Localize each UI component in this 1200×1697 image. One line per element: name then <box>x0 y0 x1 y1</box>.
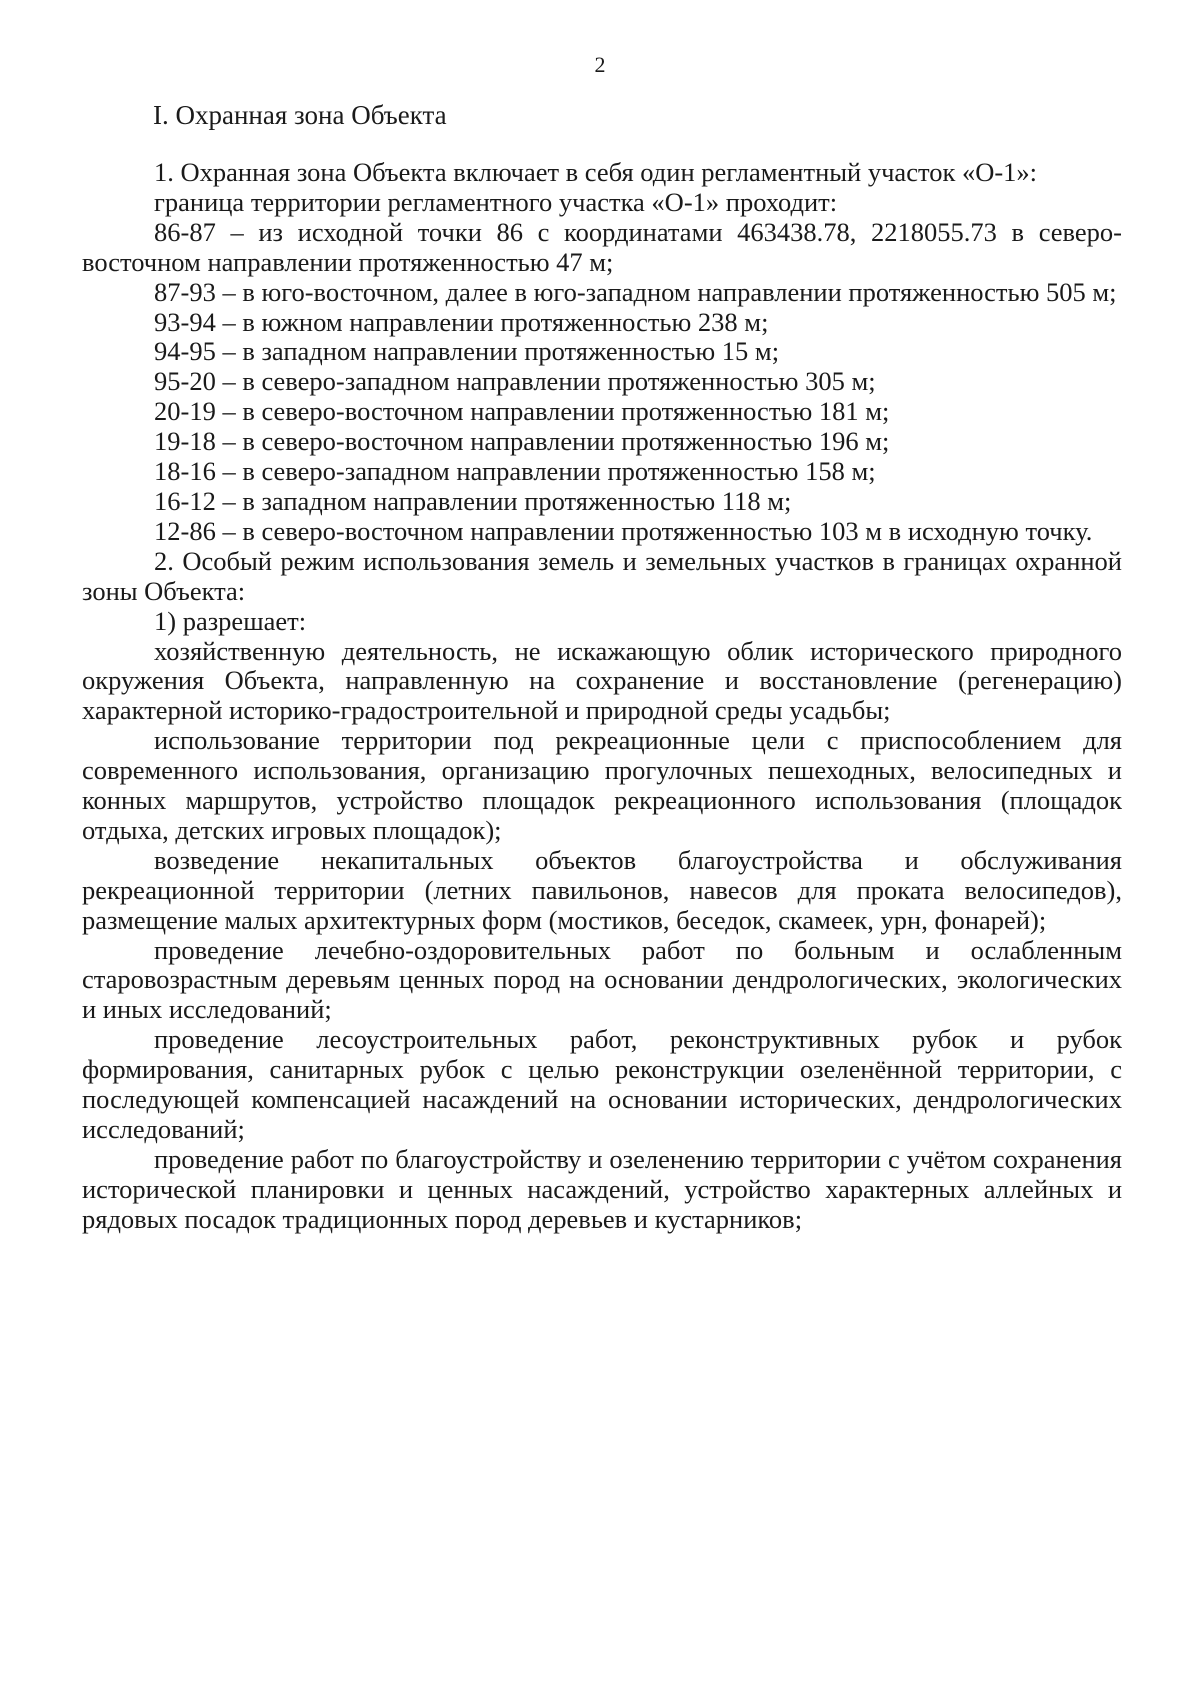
paragraph-segment-87-93: 87-93 – в юго-восточном, далее в юго-западном направлении протяженностью 505 м; <box>154 276 1117 307</box>
page-number: 2 <box>594 52 606 77</box>
paragraph-zone-intro: 1. Охранная зона Объекта включает в себя один регламентный участок «О-1»: <box>154 157 1038 187</box>
paragraph-segment-16-12: 16-12 – в западном направлении протяженностью 118 м; <box>154 485 792 516</box>
paragraph-permit-recreation: использование территории под рекреационные цели с приспособлением для современного использования, организацию прогулочных пешеходных, велосипедных и конных маршрутов, устройство площадок рекреационного использования (площадок отдыха, детских игровых площадок); <box>82 725 1122 845</box>
paragraph-permit-tree-treatment: проведение лечебно-оздоровительных работ по больным и ослабленным старовозрастным деревьям ценных пород на основании дендрологических, экологических и иных исследований; <box>82 934 1122 1025</box>
paragraph-permit-economic-activity: хозяйственную деятельность, не искажающую облик исторического природного окружения Объекта, направленную на сохранение и восстановление (регенерацию) характерной историко-градостроительной и природной среды усадьбы; <box>82 635 1122 726</box>
paragraph-segment-86-87: 86-87 – из исходной точки 86 с координатами 463438.78, 2218055.73 в северо-восточном направлении протяженностью 47 м; <box>82 216 1122 277</box>
paragraph-permits-heading: 1) разрешает: <box>154 605 307 636</box>
paragraph-segment-94-95: 94-95 – в западном направлении протяженностью 15 м; <box>154 336 780 367</box>
paragraph-special-regime: 2. Особый режим использования земель и земельных участков в границах охранной зоны Объекта: <box>82 545 1122 606</box>
paragraph-segment-20-19: 20-19 – в северо-восточном направлении протяженностью 181 м; <box>154 396 890 427</box>
paragraph-segment-93-94: 93-94 – в южном направлении протяженностью 238 м; <box>154 306 769 337</box>
paragraph-permit-forest-works: проведение лесоустроительных работ, реконструктивных рубок и рубок формирования, санитарных рубок с целью реконструкции озеленённой территории, с последующей компенсацией насаждений на основании исторических, дендрологических исследований; <box>82 1024 1122 1144</box>
paragraph-segment-18-16: 18-16 – в северо-западном направлении протяженностью 158 м; <box>154 456 876 487</box>
body-text <box>82 158 1122 1235</box>
paragraph-segment-95-20: 95-20 – в северо-западном направлении протяженностью 305 м; <box>154 366 876 397</box>
paragraph-segment-12-86: 12-86 – в северо-восточном направлении протяженностью 103 м в исходную точку. <box>154 515 1093 546</box>
paragraph-boundary-intro: граница территории регламентного участка «О-1» проходит: <box>154 186 838 217</box>
paragraph-permit-non-capital-objects: возведение некапитальных объектов благоустройства и обслуживания рекреационной территории (летних павильонов, навесов для проката велосипедов), размещение малых архитектурных форм (мостиков, беседок, скамеек, урн, фонарей); <box>82 844 1122 935</box>
paragraph-permit-landscaping: проведение работ по благоустройству и озеленению территории с учётом сохранения исторической планировки и ценных насаждений, устройство характерных аллейных и рядовых посадок традиционных пород деревьев и кустарников; <box>82 1143 1122 1234</box>
section-title: I. Охранная зона Объекта <box>153 100 447 130</box>
paragraph-segment-19-18: 19-18 – в северо-восточном направлении протяженностью 196 м; <box>154 426 890 457</box>
